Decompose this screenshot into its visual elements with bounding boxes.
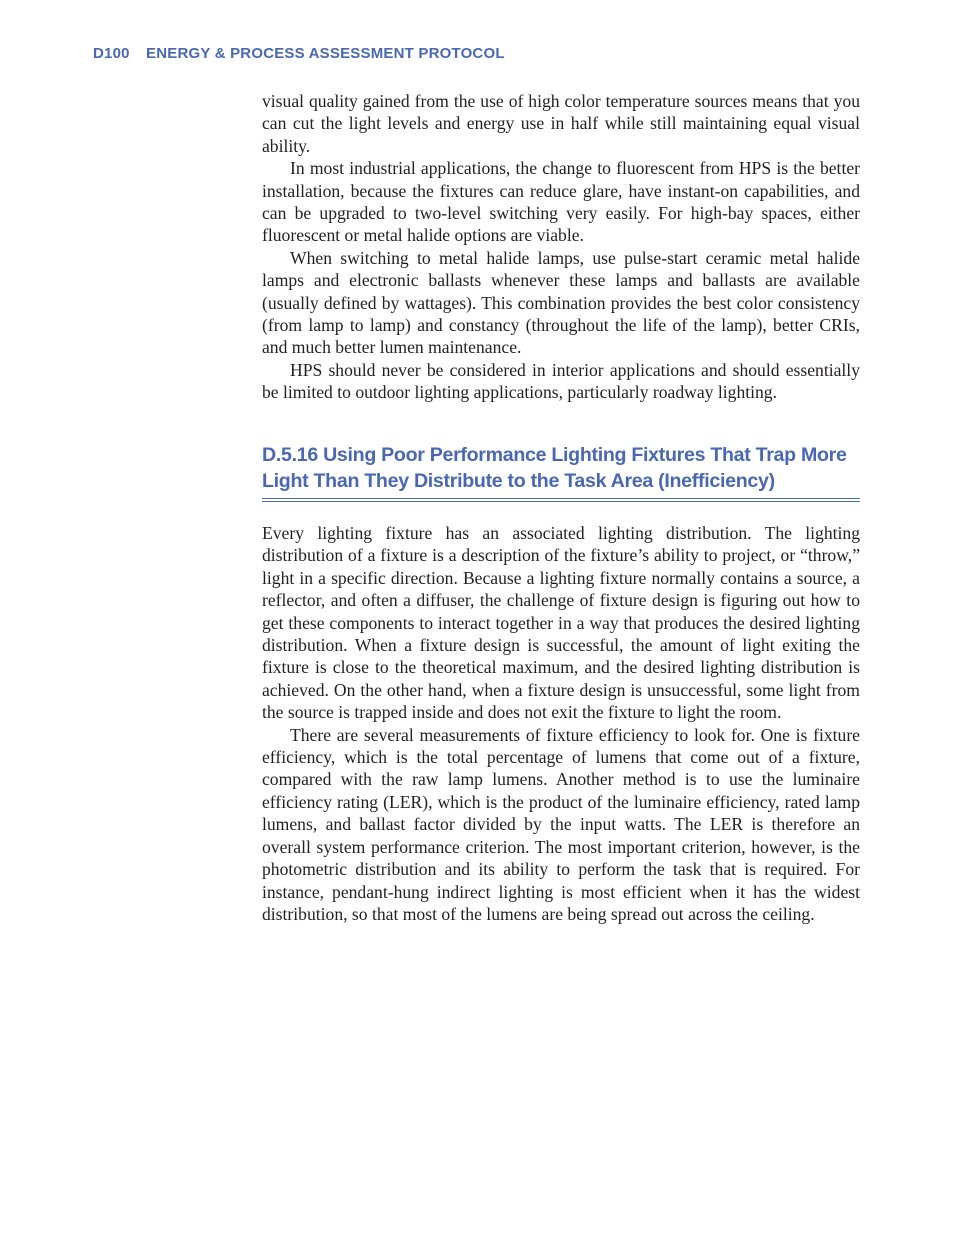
paragraph: visual quality gained from the use of high color temperature sources means that you can cut the light levels and energy use in half while still maintaining equal visual ability. [262,91,860,156]
paragraph: In most industrial applications, the change to fluorescent from HPS is the better installation, because the fixtures can reduce glare, have instant-on capabilities, and can be upgraded to two-level switching very easily. For high-bay spaces, either fluorescent or metal halide options are viable. [262,158,860,246]
running-head-title: ENERGY & PROCESS ASSESSMENT PROTOCOL [146,45,505,62]
body-text-block-2 [262,522,860,925]
section-heading: D.5.16 Using Poor Performance Lighting Fixtures That Trap More Light Than They Distribute to the Task Area (Inefficiency) [262,444,847,492]
page-number: D100 [93,45,130,62]
body-text-block-1 [262,90,860,404]
section-rule [262,501,860,502]
running-head [93,45,505,62]
paragraph: HPS should never be considered in interior applications and should essentially be limited to outdoor lighting applications, particularly roadway lighting. [262,359,860,403]
paragraph: Every lighting fixture has an associated lighting distribution. The lighting distribution of a fixture is a description of the fixture’s ability to project, or “throw,” light in a specific direction. Because a lighting fixture normally contains a source, a reflector, and often a diffuser, the challenge of fixture design is figuring out how to get these components to interact together in a way that produces the desired lighting distribution. When a fixture design is successful, the amount of light exiting the fixture is close to the theoretical maximum, and the desired lighting distribution is achieved. On the other hand, when a fixture design is unsuccessful, some light from the source is trapped inside and does not exit the fixture to light the room. [262,523,860,723]
paragraph: There are several measurements of fixture efficiency to look for. One is fixture efficiency, which is the total percentage of lumens that come out of a fixture, compared with the raw lamp lumens. Another method is to use the luminaire efficiency rating (LER), which is the product of the luminaire efficiency, rated lamp lumens, and ballast factor divided by the input watts. The LER is therefore an overall system performance criterion. The most important criterion, however, is the photometric distribution and its ability to perform the task that is required. For instance, pendant-hung indirect lighting is most efficient when it has the widest distribution, so that most of the lumens are being spread out across the ceiling. [262,724,860,924]
section-rule [262,498,860,499]
paragraph: When switching to metal halide lamps, use pulse-start ceramic metal halide lamps and electronic ballasts whenever these lamps and ballasts are available (usually defined by wattages). This combination provides the best color consistency (from lamp to lamp) and constancy (throughout the life of the lamp), better CRIs, and much better lumen maintenance. [262,247,860,358]
